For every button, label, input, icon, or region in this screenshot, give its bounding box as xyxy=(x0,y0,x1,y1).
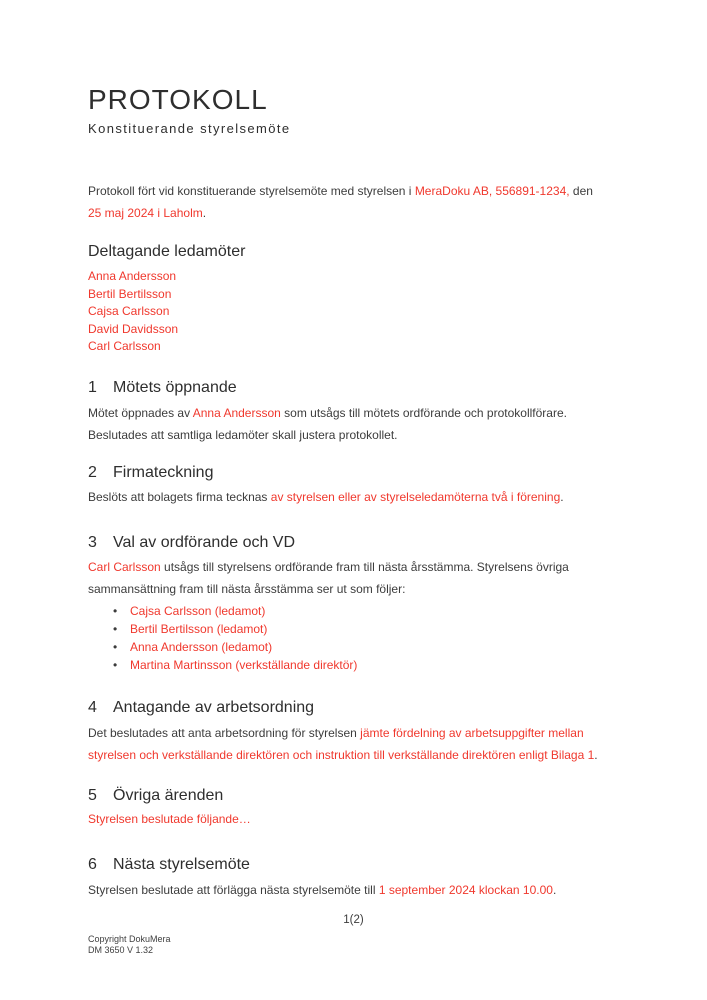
body-text: . xyxy=(594,747,598,762)
section-title: Nästa styrelsemöte xyxy=(113,856,250,873)
section-title: Antagande av arbetsordning xyxy=(113,699,315,716)
next-meeting-datetime: 1 september 2024 klockan 10.00 xyxy=(378,883,553,897)
document-version: DM 3650 V 1.32 xyxy=(88,945,154,955)
intro-paragraph xyxy=(88,181,628,224)
body-text: utsågs till styrelsens ordförande fram till nästa årsstämma. Styrelsens övriga xyxy=(160,560,569,574)
section-heading-2 xyxy=(88,464,628,482)
list-item xyxy=(88,620,628,638)
participant-name: Bertil Bertilsson xyxy=(88,286,172,301)
participant-name: Cajsa Carlsson xyxy=(88,304,170,318)
list-item xyxy=(88,656,628,674)
body-text: sammansättning fram till nästa årsstämma ser ut som följer: xyxy=(88,581,406,596)
body-text: Det beslutades att anta arbetsordning för styrelsen xyxy=(88,726,361,740)
chairman-name: Anna Andersson xyxy=(192,406,281,420)
list-item xyxy=(88,638,628,656)
other-matters-text: Styrelsen beslutade följande… xyxy=(88,812,251,826)
section-body-1 xyxy=(88,403,628,446)
participant-name: Carl Carlsson xyxy=(88,339,161,353)
intro-text: . xyxy=(202,205,207,220)
section-heading-3 xyxy=(88,534,628,552)
body-text: som utsågs till mötets ordförande och protokollförare. xyxy=(280,406,567,420)
body-text: Styrelsen beslutade att förlägga nästa styrelsemöte till xyxy=(88,883,379,897)
work-order-detail: jämte fördelning av arbetsuppgifter mellan xyxy=(360,726,584,740)
participants-list xyxy=(88,268,628,356)
bullet-icon: • xyxy=(113,658,118,672)
section-number: 4 xyxy=(88,699,97,716)
body-text: Mötet öppnades av xyxy=(88,406,193,420)
section-title: Firmateckning xyxy=(113,464,214,481)
section-heading-4 xyxy=(88,699,628,717)
board-member: Cajsa Carlsson (ledamot) xyxy=(130,604,266,618)
section-body-6 xyxy=(88,880,628,902)
list-item xyxy=(88,602,628,620)
board-member-list xyxy=(88,602,628,674)
section-title: Mötets öppnande xyxy=(113,379,237,396)
signatory-rule: av styrelsen eller av styrelseledamöterna två i förening xyxy=(270,490,561,504)
page-number: 1(2) xyxy=(343,914,364,926)
board-member: Anna Andersson (ledamot) xyxy=(130,640,273,654)
bullet-icon: • xyxy=(113,622,118,636)
section-body-3 xyxy=(88,557,628,600)
participants-heading: Deltagande ledamöter xyxy=(88,243,246,260)
work-order-detail: styrelsen och verkställande direktören och instruktion till verkställande direktören enligt Bilaga 1 xyxy=(88,747,595,762)
company-and-orgnr: MeraDoku AB, 556891-1234, xyxy=(414,184,570,198)
page-subtitle: Konstituerande styrelsemöte xyxy=(88,121,291,136)
section-body-4 xyxy=(88,723,628,766)
page-title: PROTOKOLL xyxy=(88,84,268,115)
intro-text: den xyxy=(569,184,593,198)
section-number: 3 xyxy=(88,534,97,551)
section-title: Val av ordförande och VD xyxy=(113,534,296,551)
meeting-date-place: 25 maj 2024 i Laholm xyxy=(88,205,203,220)
section-number: 1 xyxy=(88,379,97,396)
body-text: Beslöts att bolagets firma tecknas xyxy=(88,490,271,504)
section-heading-1 xyxy=(88,379,628,397)
body-text: . xyxy=(560,490,564,504)
board-member: Martina Martinsson (verkställande direktör) xyxy=(130,658,358,672)
section-number: 6 xyxy=(88,856,97,873)
footer-copyright xyxy=(88,934,628,956)
bullet-icon: • xyxy=(113,604,118,618)
section-heading-5 xyxy=(88,787,628,805)
section-body-5 xyxy=(88,809,628,831)
section-number: 2 xyxy=(88,464,97,481)
elected-chairman: Carl Carlsson xyxy=(88,560,161,574)
participant-name: David Davidsson xyxy=(88,321,179,336)
participant-name: Anna Andersson xyxy=(88,269,177,283)
section-number: 5 xyxy=(88,787,97,804)
section-body-2 xyxy=(88,487,628,509)
board-member: Bertil Bertilsson (ledamot) xyxy=(130,622,268,636)
section-heading-6 xyxy=(88,856,628,874)
body-text: . xyxy=(552,883,557,897)
copyright-line: Copyright DokuMera xyxy=(88,934,171,944)
bullet-icon: • xyxy=(113,640,118,654)
section-title: Övriga ärenden xyxy=(113,787,224,804)
intro-text: Protokoll fört vid konstituerande styrelsemöte med styrelsen i xyxy=(88,184,415,198)
body-text: Beslutades att samtliga ledamöter skall justera protokollet. xyxy=(88,427,398,442)
